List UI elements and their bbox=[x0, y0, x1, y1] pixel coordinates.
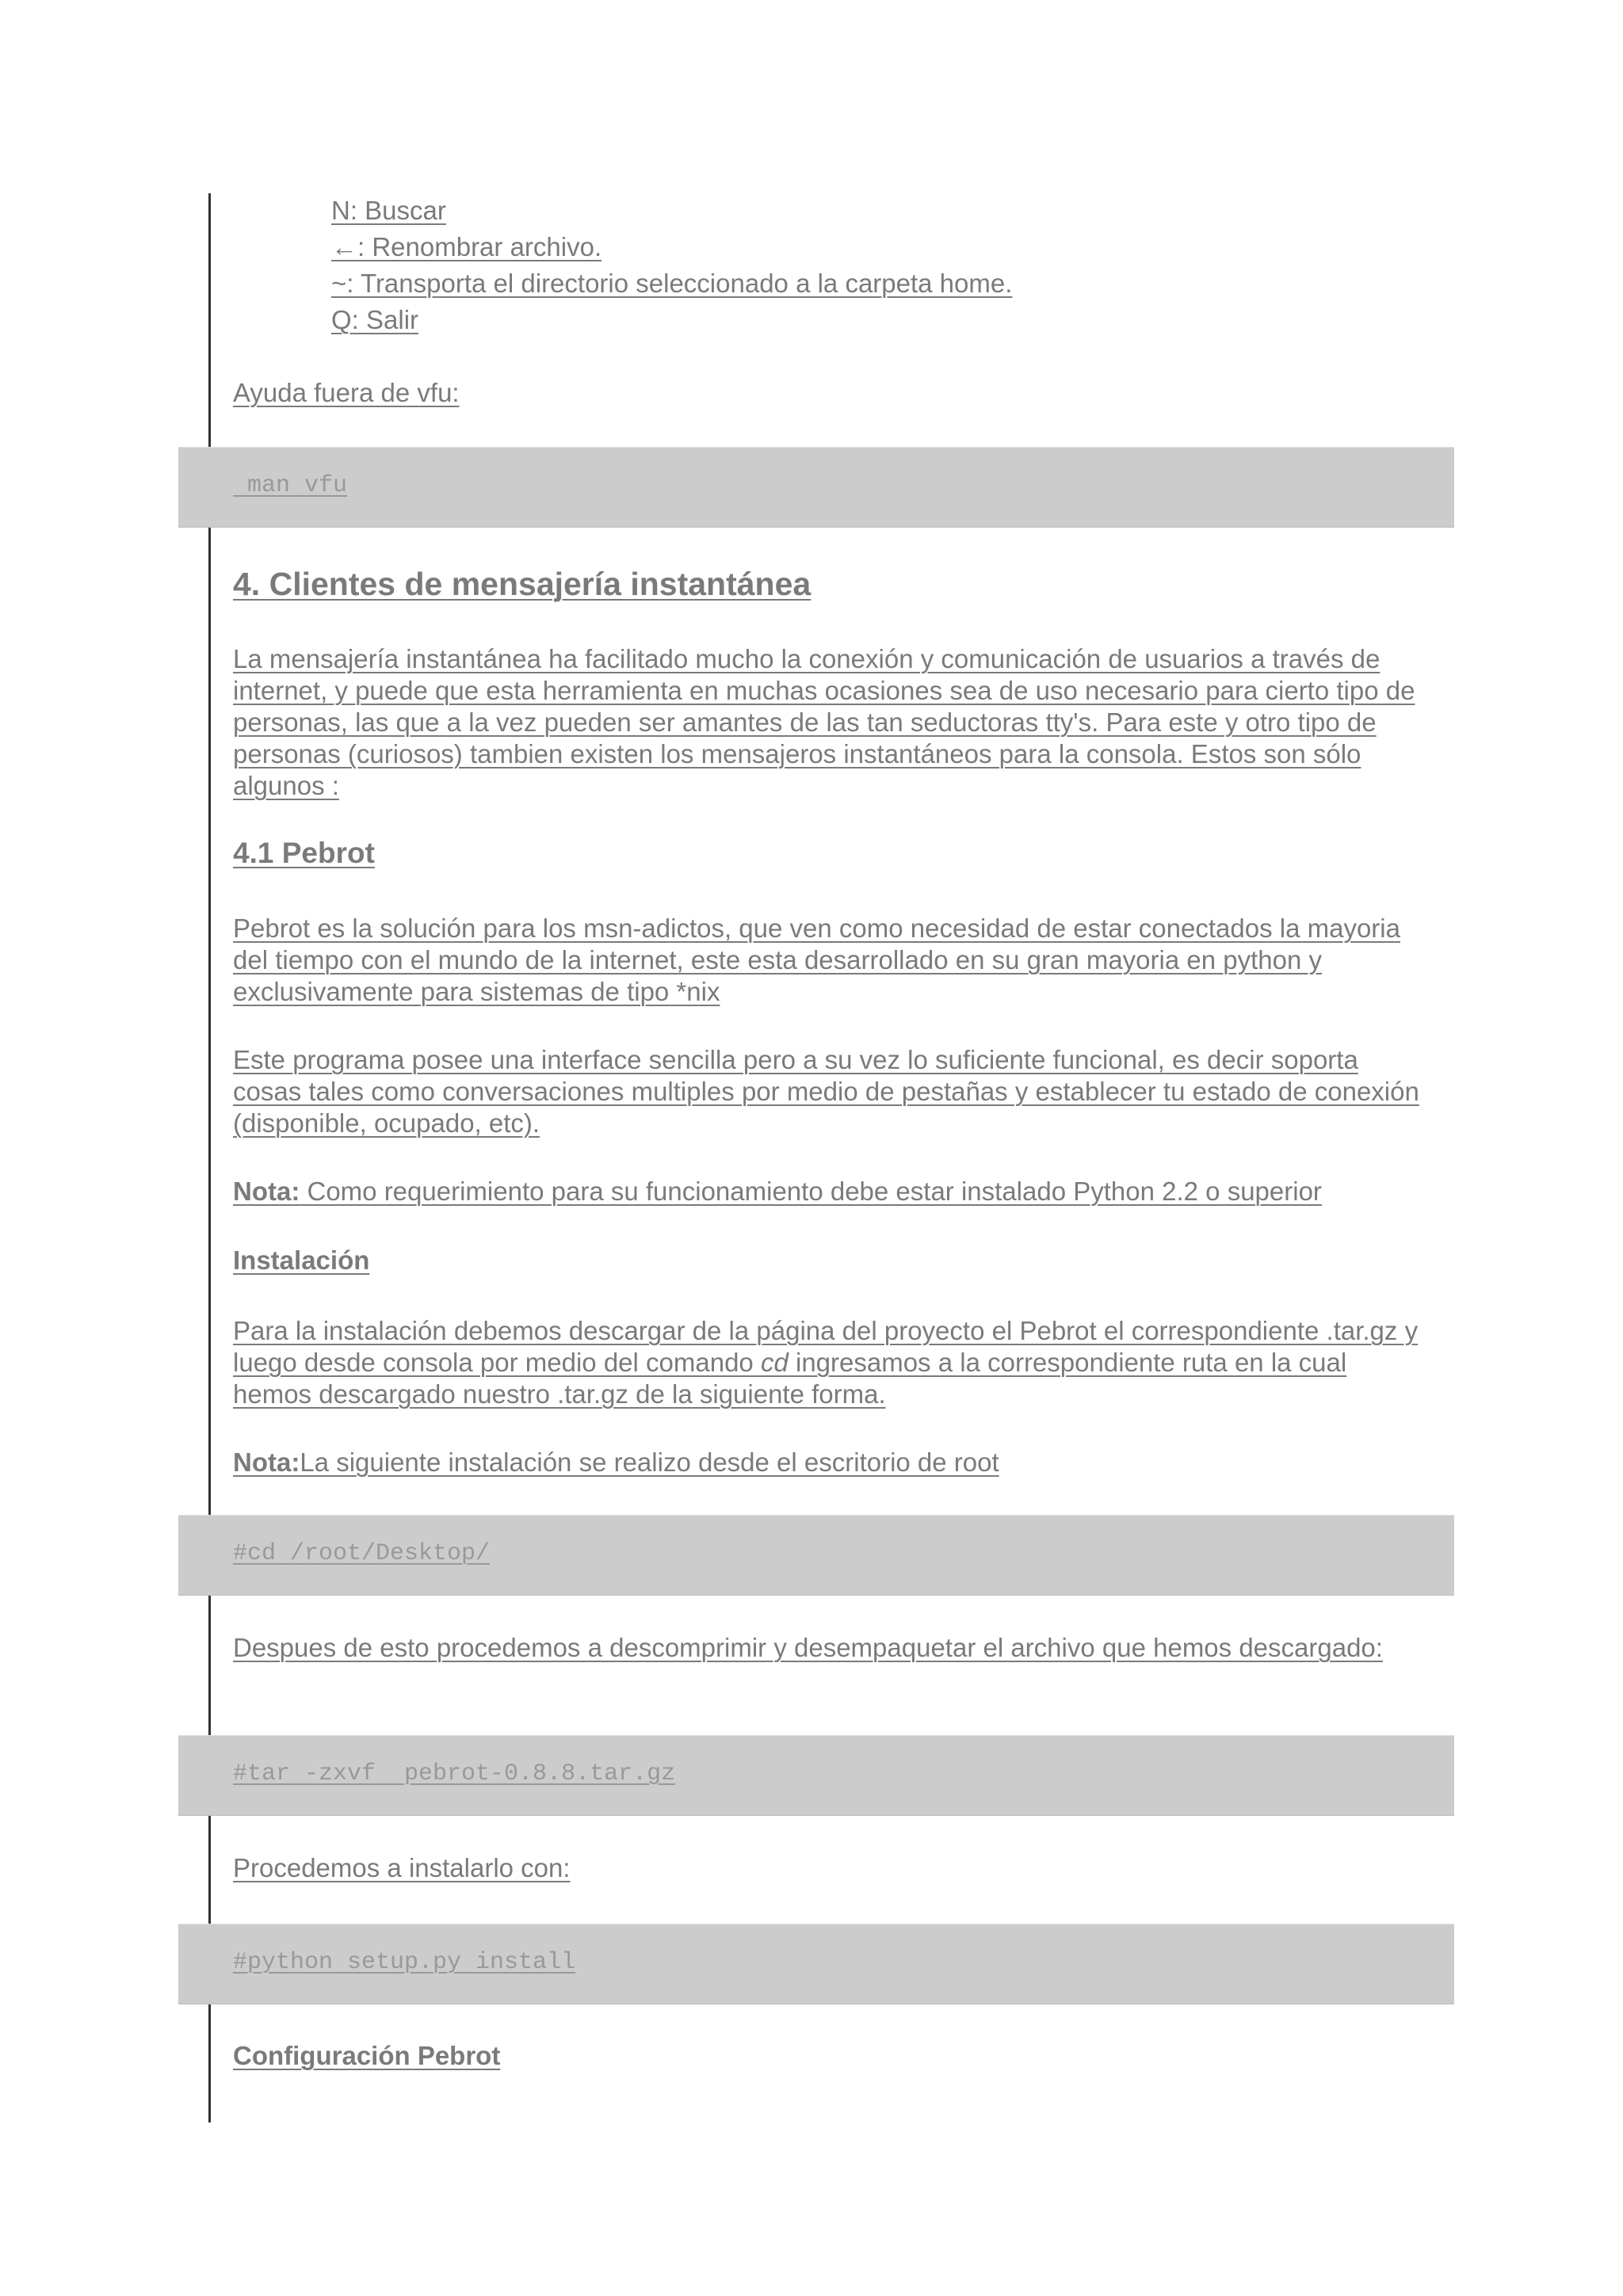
note-label: Nota: bbox=[233, 1447, 300, 1477]
code-block bbox=[178, 1515, 1454, 1596]
note-text: La siguiente instalación se realizo desde el escritorio de root bbox=[300, 1447, 999, 1477]
note-paragraph bbox=[233, 1176, 1422, 1207]
paragraph bbox=[233, 1315, 1422, 1410]
code-text: #python setup.py install bbox=[233, 1949, 576, 1976]
paragraph: Pebrot es la solución para los msn-adictos, que ven como necesidad de estar conectados la mayoria del tiempo con el mundo de la internet, este esta desarrollado en su gran mayoria en python y exclusivamente para sistemas de tipo *nix bbox=[233, 913, 1400, 1006]
code-text: man vfu bbox=[233, 472, 348, 499]
paragraph: Este programa posee una interface sencilla pero a su vez lo suficiente funcional, es decir soporta cosas tales como conversaciones multiples por medio de pestañas y establecer tu estado de conexión (disponible, ocupado, etc). bbox=[233, 1045, 1419, 1138]
text-run: ingresamos a la correspondiente ruta en la cual hemos descargado nuestro .tar.gz de la siguiente forma. bbox=[233, 1348, 1347, 1409]
paragraph: Despues de esto procedemos a descomprimir y desempaquetar el archivo que hemos descargado: bbox=[233, 1633, 1383, 1662]
config-heading: Configuración Pebrot bbox=[233, 2041, 501, 2070]
code-text: #tar -zxvf pebrot-0.8.8.tar.gz bbox=[233, 1760, 676, 1787]
note-text: Como requerimiento para su funcionamiento debe estar instalado Python 2.2 o superior bbox=[300, 1177, 1322, 1206]
list-item: ~: Transporta el directorio seleccionado a la carpeta home. bbox=[331, 269, 1013, 298]
command-name: cd bbox=[760, 1348, 789, 1377]
help-label: Ayuda fuera de vfu: bbox=[233, 378, 460, 407]
key-shortcut-list bbox=[331, 193, 1012, 338]
code-block bbox=[178, 1735, 1454, 1816]
note-label: Nota: bbox=[233, 1177, 300, 1206]
code-block bbox=[178, 447, 1454, 528]
paragraph: La mensajería instantánea ha facilitado mucho la conexión y comunicación de usuarios a través de internet, y puede que esta herramienta en muchas ocasiones sea de uso necesario para cierto tipo de personas, las que a la vez pueden ser amantes de las tan seductoras tty's. Para este y otro tipo de personas (curiosos) tambien existen los mensajeros instantáneos para la consola. Estos son sólo algunos : bbox=[233, 644, 1415, 800]
subsection-heading: 4.1 Pebrot bbox=[233, 837, 375, 869]
note-paragraph bbox=[233, 1447, 1422, 1478]
list-item: N: Buscar bbox=[331, 196, 446, 225]
list-item: ←: Renombrar archivo. bbox=[331, 232, 602, 261]
list-item: Q: Salir bbox=[331, 305, 419, 334]
install-heading: Instalación bbox=[233, 1245, 370, 1275]
text-run: Para la instalación debemos descargar de la página del proyecto el Pebrot el correspondiente .tar.gz y luego desde consola por medio del comando bbox=[233, 1316, 1419, 1377]
code-block bbox=[178, 1924, 1454, 2004]
code-text: #cd /root/Desktop/ bbox=[233, 1540, 491, 1567]
paragraph: Procedemos a instalarlo con: bbox=[233, 1853, 571, 1882]
section-heading: 4. Clientes de mensajería instantánea bbox=[233, 566, 812, 602]
